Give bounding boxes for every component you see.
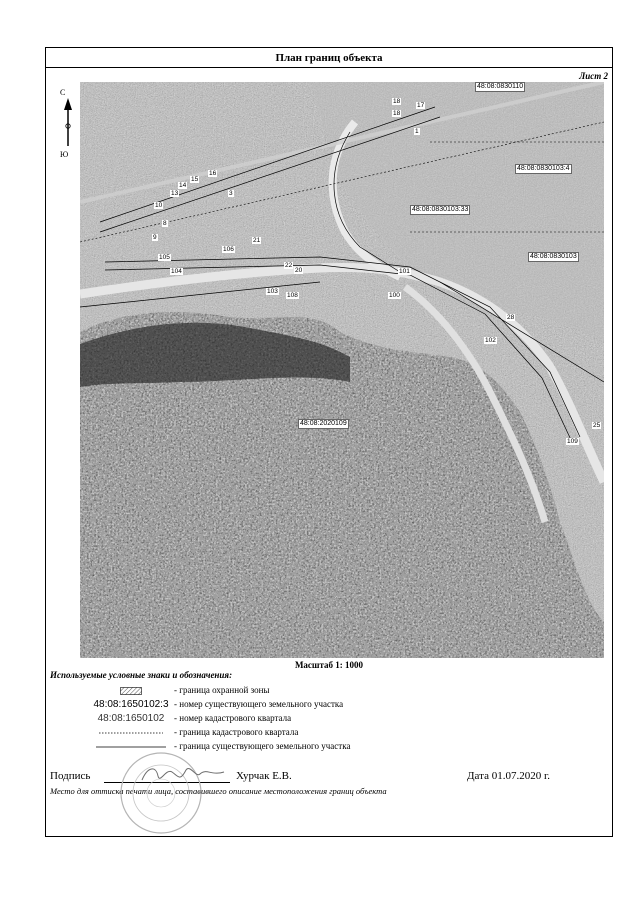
legend-symbol-text: 48:08:1650102 <box>97 713 165 724</box>
sheet-frame <box>45 47 613 837</box>
north-arrow-icon <box>58 88 78 178</box>
legend-desc: - граница кадастрового квартала <box>174 727 299 737</box>
point-label: 3 <box>229 190 233 197</box>
map-scale: Масштаб 1: 1000 <box>294 660 364 670</box>
compass-south-label: Ю <box>60 150 69 159</box>
legend-item-security-zone <box>46 684 606 698</box>
point-label: 100 <box>389 292 400 299</box>
page-title: План границ объекта <box>46 48 612 68</box>
point-label: 22 <box>285 262 293 269</box>
stamp-note: Место для оттиска печати лица, составившего описание местоположения границ объекта <box>50 786 387 796</box>
parcel-label: 48:08:0830103:33 <box>412 206 469 213</box>
point-label: 21 <box>253 237 261 244</box>
point-label: 16 <box>209 170 217 177</box>
legend-desc: - номер существующего земельного участка <box>174 699 344 709</box>
point-label: 10 <box>155 202 163 209</box>
point-label: 101 <box>399 268 410 275</box>
signature-date: Дата 01.07.2020 г. <box>467 770 550 782</box>
point-label: 14 <box>179 182 187 189</box>
point-label: 18 <box>393 98 401 105</box>
handwritten-signature-icon <box>138 762 228 786</box>
point-label: 15 <box>191 176 199 183</box>
point-label: 109 <box>567 438 578 445</box>
point-label: 20 <box>295 267 303 274</box>
legend-symbol-text: 48:08:1650102:3 <box>93 699 169 710</box>
point-label: 8 <box>163 220 167 227</box>
parcel-label: 48:08:0830103 <box>530 253 577 260</box>
hatch-box-icon <box>86 684 176 698</box>
point-label: 28 <box>507 314 515 321</box>
parcel-label: 48:08:2020109 <box>300 420 347 427</box>
point-label: 13 <box>171 190 179 197</box>
point-label: 106 <box>223 246 234 253</box>
legend-title: Используемые условные знаки и обозначения: <box>50 670 233 680</box>
compass <box>58 88 78 178</box>
signature-label: Подпись <box>50 770 91 782</box>
point-label: 108 <box>287 292 298 299</box>
point-label: 25 <box>593 422 601 429</box>
point-label: 1 <box>415 128 419 135</box>
dotted-line-icon <box>86 726 176 740</box>
parcel-label: 48:08:0830103:4 <box>517 165 570 172</box>
point-label: 104 <box>171 268 182 275</box>
legend-item-quarter-boundary <box>46 726 606 740</box>
legend-desc: - номер кадастрового квартала <box>174 713 292 723</box>
legend-item-parcel-number <box>46 698 606 712</box>
legend-desc: - граница охранной зоны <box>174 685 270 695</box>
parcel-label: 48:08:0830110 <box>477 83 524 90</box>
legend-desc: - граница существующего земельного участка <box>174 741 351 751</box>
signer-name: Хурчак Е.В. <box>236 770 292 782</box>
point-label: 102 <box>485 337 496 344</box>
aerial-map[interactable] <box>80 82 604 658</box>
point-label: 17 <box>417 102 425 109</box>
point-label: 105 <box>159 254 170 261</box>
compass-north-label: С <box>60 88 66 97</box>
point-label: 9 <box>153 234 157 241</box>
sheet-number: Лист 2 <box>579 71 608 81</box>
point-label: 103 <box>267 288 278 295</box>
point-label: 18 <box>393 110 401 117</box>
legend-item-quarter-number <box>46 712 606 726</box>
